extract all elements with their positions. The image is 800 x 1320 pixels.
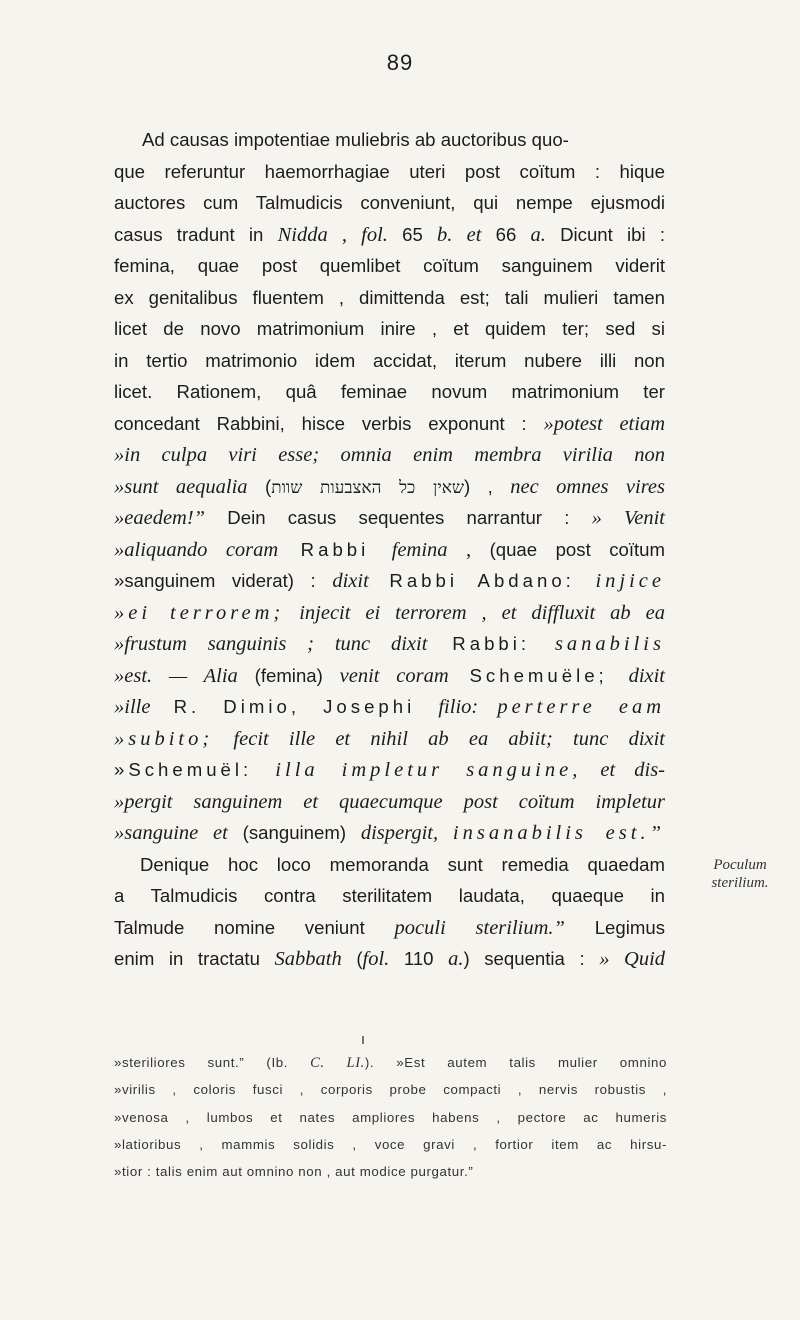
quotation: »est. — Alia — [114, 664, 238, 687]
quotation: poculi sterilium.” — [394, 916, 565, 939]
citation: Sabbath — [274, 948, 342, 970]
quotation: »in culpa viri esse; omnia enim membra virilia non — [114, 444, 665, 466]
text-segment: enim in tractatu — [114, 948, 275, 969]
text-line — [114, 849, 665, 881]
text-line — [114, 156, 665, 188]
text-segment: 66 — [481, 223, 531, 245]
citation: b. et — [437, 223, 482, 246]
text-line — [114, 439, 665, 471]
text-segment: ) , — [464, 475, 511, 497]
footnote-line — [114, 1049, 667, 1076]
text-segment: (quae post coïtum — [471, 538, 666, 560]
spaced-name: »Schemuël: — [114, 759, 276, 780]
footnote-line — [114, 1104, 667, 1131]
text-line — [114, 376, 665, 408]
citation: a. — [530, 223, 546, 246]
footnote-line — [114, 1076, 667, 1103]
citation: C. LI. — [310, 1055, 365, 1071]
quotation: fecit ille et nihil ab ea abiit; tunc dixit — [213, 727, 665, 750]
quotation: et dis- — [581, 759, 666, 781]
text-segment: »venosa , lumbos et nates ampliores habens , pectore ac humeris — [114, 1109, 667, 1125]
quotation: »sunt aequalia — [114, 475, 248, 498]
quotation: » Venit — [591, 507, 665, 529]
emphasis: »subito; — [114, 727, 214, 750]
emphasis: perterre eam — [497, 696, 665, 718]
text-segment: licet. Rationem, quâ feminae novum matrimonium ter — [114, 381, 665, 402]
text-line — [114, 723, 665, 755]
text-segment: ( — [341, 948, 363, 969]
text-line — [114, 313, 665, 345]
text-segment: ) sequentia : — [463, 948, 600, 969]
text-line — [114, 124, 665, 156]
quotation: injecit ei terrorem , et diffluxit ab ea — [284, 601, 665, 624]
text-line — [114, 219, 665, 251]
text-segment: ( — [247, 475, 272, 497]
margin-note-line: sterilium. — [711, 875, 769, 891]
quotation: »ille — [114, 696, 151, 718]
emphasis: insanabilis est.” — [452, 822, 665, 844]
quotation: »aliquando coram — [114, 538, 279, 561]
emphasis: sanabilis — [554, 633, 665, 655]
text-segment: Dicunt ibi : — [545, 223, 665, 245]
text-segment: Dein casus sequentes narrantur : — [205, 507, 592, 528]
text-segment: ex genitalibus fluentem , dimittenda est; tali mulieri tamen — [114, 286, 665, 308]
margin-note — [680, 856, 800, 892]
text-line — [114, 786, 665, 818]
text-segment: »tior : talis enim aut omnino non , aut modice purgatur.” — [114, 1164, 474, 1180]
text-line — [114, 471, 665, 503]
citation: a. — [448, 948, 464, 970]
text-line — [114, 187, 665, 219]
spaced-name: Rabbi: — [427, 633, 555, 654]
quotation: » Quid — [599, 948, 666, 970]
text-line — [114, 534, 665, 566]
text-segment: (femina) — [237, 664, 340, 686]
quotation: dixit — [628, 664, 665, 687]
text-line — [114, 502, 665, 534]
text-segment: »sanguinem viderat) : — [114, 570, 333, 591]
spaced-name: Rabbi Abdano: — [368, 570, 596, 591]
text-line — [114, 250, 665, 282]
quotation: dixit — [332, 570, 369, 592]
quotation: »sanguine et — [114, 822, 228, 844]
text-segment: in tertio matrimonio idem accidat, iterum nubere illi non — [114, 349, 665, 371]
text-line — [114, 691, 665, 723]
footnote-divider — [362, 1036, 364, 1044]
text-segment: auctores cum Talmudicis conveniunt, qui nempe ejusmodi — [114, 192, 665, 213]
quotation: »frustum sanguinis ; tunc dixit — [114, 633, 428, 655]
text-line — [114, 912, 665, 944]
text-segment: licet de novo matrimonium inire , et quidem ter; sed si — [114, 318, 665, 339]
text-line — [114, 597, 665, 629]
quotation: nec omnes vires — [510, 475, 665, 498]
text-segment: Talmude nomine veniunt — [114, 916, 395, 938]
footnote — [114, 1049, 667, 1185]
text-segment: 65 — [387, 223, 438, 245]
text-segment: »steriliores sunt.” (Ib. — [114, 1055, 311, 1070]
spaced-name: R. Dimio, Josephi — [150, 696, 439, 717]
text-line — [114, 817, 665, 849]
hebrew-phrase: שאין כל האצבעות שוות — [271, 477, 465, 498]
emphasis: illa impletur sanguine, — [275, 759, 582, 781]
text-line — [114, 408, 665, 440]
text-segment: ). »Est autem talis mulier omnino — [364, 1055, 668, 1070]
text-segment: Legimus — [564, 916, 665, 938]
text-segment: »latioribus , mammis solidis , voce gravi , fortior item ac hirsu- — [114, 1136, 667, 1152]
quotation: femina , — [391, 538, 472, 561]
quotation: »eaedem!” — [114, 507, 206, 529]
text-segment: (sanguinem) — [227, 822, 361, 843]
text-segment: casus tradunt in — [114, 223, 278, 245]
emphasis: injice — [595, 570, 665, 592]
text-segment: femina, quae post quemlibet coïtum sanguinem viderit — [114, 255, 665, 276]
text-line — [114, 345, 665, 377]
text-segment: concedant Rabbini, hisce verbis exponunt : — [114, 412, 544, 434]
emphasis: »ei terrorem; — [114, 601, 285, 624]
text-segment: Ad causas impotentiae muliebris ab auctoribus quo- — [142, 129, 569, 150]
citation: fol. — [362, 948, 390, 970]
quotation: »potest etiam — [543, 412, 666, 435]
spaced-name: Rabbi — [278, 538, 392, 560]
text-segment: a Talmudicis contra sterilitatem laudata, quaeque in — [114, 885, 665, 906]
margin-note-line: Poculum — [713, 857, 767, 873]
quotation: dispergit, — [360, 822, 453, 844]
text-line — [114, 943, 665, 975]
text-line — [114, 628, 665, 660]
main-text — [114, 124, 665, 975]
text-line — [114, 660, 665, 692]
text-line — [114, 880, 665, 912]
text-line — [114, 754, 665, 786]
footnote-line — [114, 1131, 667, 1158]
spaced-name: Schemuële; — [448, 664, 629, 686]
quotation: »pergit sanguinem et quaecumque post coïtum impletur — [114, 790, 665, 813]
text-segment: »virilis , coloris fusci , corporis probe compacti , nervis robustis , — [114, 1082, 667, 1098]
text-segment: 110 — [389, 948, 449, 969]
footnote-line — [114, 1158, 667, 1185]
text-line — [114, 565, 665, 597]
text-segment: que referuntur haemorrhagiae uteri post coïtum : hique — [114, 160, 665, 182]
quotation: venit coram — [339, 664, 449, 687]
page-number: 89 — [386, 50, 414, 75]
citation: Nidda , fol. — [277, 223, 388, 246]
text-line — [114, 282, 665, 314]
quotation: filio: — [438, 696, 498, 718]
text-segment: Denique hoc loco memoranda sunt remedia quaedam — [140, 853, 665, 875]
